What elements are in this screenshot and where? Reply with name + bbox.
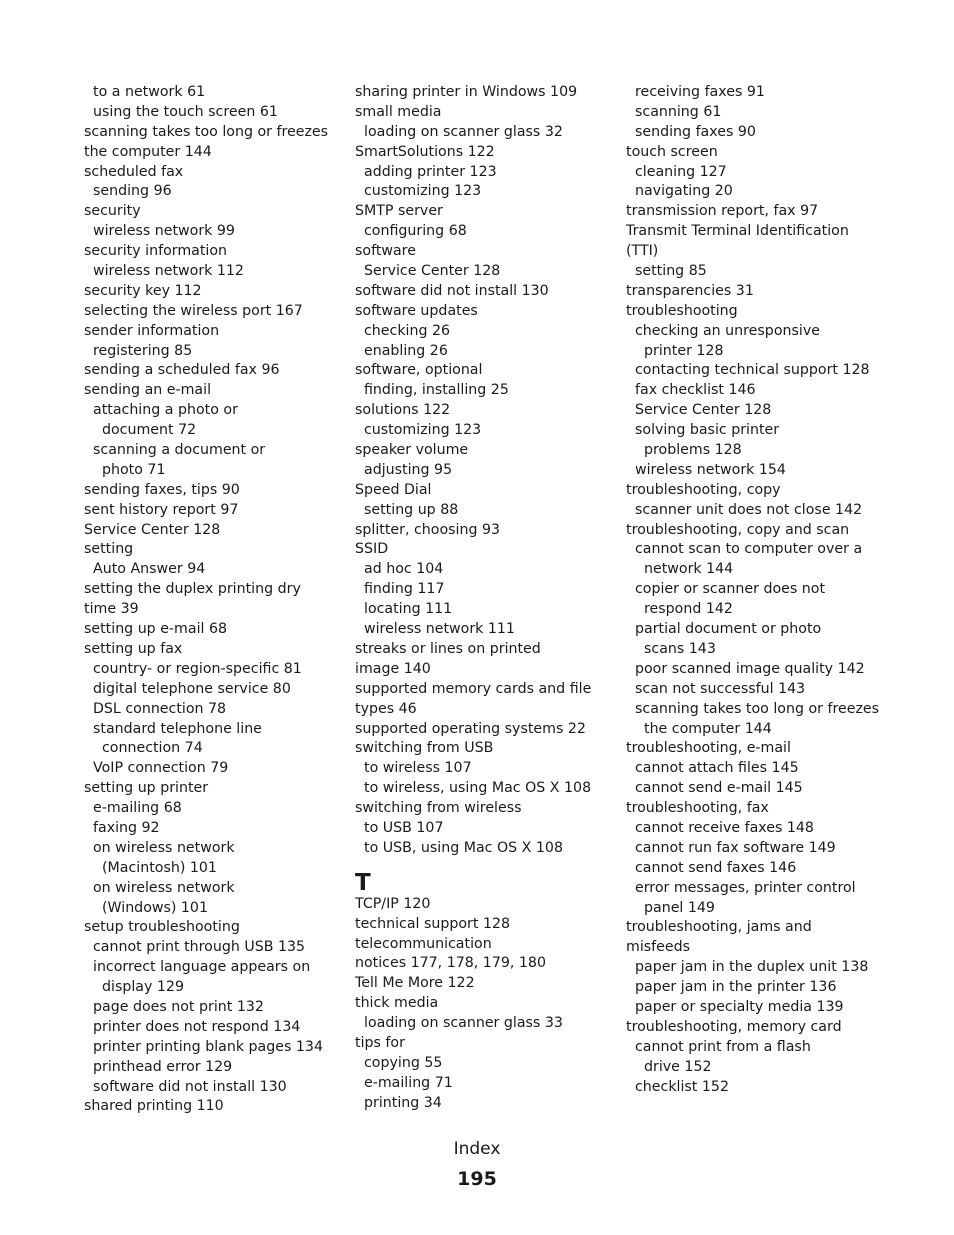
index-subentry: cannot scan to computer over a — [635, 541, 863, 558]
index-subentry: sending 96 — [93, 183, 172, 200]
index-subentry: checklist 152 — [635, 1078, 729, 1095]
index-subentry: printer does not respond 134 — [93, 1018, 301, 1035]
index-subentry: printing 34 — [364, 1094, 442, 1111]
index-subentry: to USB, using Mac OS X 108 — [364, 839, 563, 856]
index-entry: thick media — [355, 995, 439, 1012]
index-subentry: DSL connection 78 — [93, 700, 227, 717]
index-subentry: registering 85 — [93, 342, 193, 359]
index-subentry: cannot send faxes 146 — [635, 859, 797, 876]
index-entry: TCP/IP 120 — [355, 895, 431, 912]
index-subentry: checking 26 — [364, 322, 451, 339]
index-entry: SSID — [355, 541, 389, 558]
index-entry: setting the duplex printing dry — [84, 581, 301, 598]
index-entry: types 46 — [355, 700, 417, 717]
index-entry: sending faxes, tips 90 — [84, 481, 240, 498]
index-entry: the computer 144 — [84, 143, 212, 160]
index-entry: troubleshooting, fax — [626, 800, 769, 817]
index-subentry: network 144 — [644, 561, 734, 578]
index-entry: troubleshooting, copy — [626, 481, 781, 498]
page-number: 195 — [457, 1168, 497, 1190]
index-subentry: printer 128 — [644, 342, 724, 359]
index-entry: setting up fax — [84, 640, 183, 657]
index-entry: software — [355, 243, 416, 260]
index-subentry: configuring 68 — [364, 223, 467, 240]
index-entry: scanning takes too long or freezes — [84, 123, 329, 140]
index-subentry: country- or region-specific 81 — [93, 660, 302, 677]
index-subentry: Service Center 128 — [635, 402, 772, 419]
index-subentry: setting up 88 — [364, 501, 459, 518]
index-entry: streaks or lines on printed — [355, 640, 541, 657]
index-subentry: cannot run fax software 149 — [635, 839, 836, 856]
index-subentry: document 72 — [102, 422, 197, 439]
index-entry: Service Center 128 — [84, 521, 221, 538]
index-subentry: ad hoc 104 — [364, 561, 444, 578]
index-subentry: paper jam in the duplex unit 138 — [635, 959, 869, 976]
index-subentry: scan not successful 143 — [635, 680, 806, 697]
index-entry: (TTI) — [626, 243, 659, 260]
index-entry: supported memory cards and file — [355, 680, 592, 697]
index-subentry: paper or specialty media 139 — [635, 998, 844, 1015]
index-subentry: to wireless, using Mac OS X 108 — [364, 780, 592, 797]
index-subentry: receiving faxes 91 — [635, 84, 765, 100]
index-subentry: cannot send e-mail 145 — [635, 780, 803, 797]
index-entry: small media — [355, 103, 442, 120]
index-subentry: using the touch screen 61 — [93, 103, 278, 120]
index-subentry: setting 85 — [635, 263, 707, 280]
index-entry: image 140 — [355, 660, 431, 677]
index-entry: switching from USB — [355, 740, 494, 757]
index-subentry: solving basic printer — [635, 422, 780, 439]
index-entry: transparencies 31 — [626, 282, 754, 299]
index-entry: troubleshooting, jams and — [626, 919, 812, 936]
index-subentry: respond 142 — [644, 601, 733, 618]
index-entry: telecommunication — [355, 935, 492, 952]
index-subentry: e-mailing 68 — [93, 800, 182, 817]
index-subentry: on wireless network — [93, 839, 235, 856]
index-subentry: finding 117 — [364, 581, 445, 598]
index-entry: technical support 128 — [355, 915, 511, 932]
index-entry: shared printing 110 — [84, 1098, 224, 1115]
index-entry: speaker volume — [355, 442, 469, 459]
index-subentry: to wireless 107 — [364, 760, 472, 777]
index-subentry: cannot print from a flash — [635, 1038, 811, 1055]
index-subentry: scans 143 — [644, 640, 716, 657]
index-entry: troubleshooting, copy and scan — [626, 521, 850, 538]
index-entry: security key 112 — [84, 282, 202, 299]
index-entry: troubleshooting — [626, 302, 738, 319]
index-subentry: checking an unresponsive — [635, 322, 820, 339]
index-subentry: Service Center 128 — [364, 263, 501, 280]
index-subentry: sending faxes 90 — [635, 123, 756, 140]
index-entry: supported operating systems 22 — [355, 720, 586, 737]
index-subentry: enabling 26 — [364, 342, 448, 359]
index-column-1 — [84, 83, 328, 1117]
index-column-2 — [355, 83, 591, 1114]
index-subentry: adjusting 95 — [364, 461, 453, 478]
index-subentry: photo 71 — [102, 461, 166, 478]
index-subentry: display 129 — [102, 979, 184, 996]
index-subentry: customizing 123 — [364, 183, 482, 200]
index-entry: switching from wireless — [355, 800, 522, 817]
index-subentry: navigating 20 — [635, 183, 733, 200]
index-subentry: scanning takes too long or freezes — [635, 700, 880, 717]
index-entry: Transmit Terminal Identification — [626, 223, 849, 240]
footer-section-label: Index — [453, 1139, 501, 1159]
index-subentry: printhead error 129 — [93, 1058, 233, 1075]
index-entry: notices 177, 178, 179, 180 — [355, 955, 546, 972]
index-subentry: to USB 107 — [364, 819, 444, 836]
index-subentry: error messages, printer control — [635, 879, 856, 896]
index-subentry: wireless network 99 — [93, 223, 235, 240]
index-entry: transmission report, fax 97 — [626, 203, 819, 220]
index-subentry: software did not install 130 — [93, 1078, 287, 1095]
index-subentry: cannot print through USB 135 — [93, 939, 306, 956]
index-subentry: cannot receive faxes 148 — [635, 819, 814, 836]
index-entry: setting — [84, 541, 134, 558]
index-subentry: copier or scanner does not — [635, 581, 826, 598]
index-subentry: loading on scanner glass 33 — [364, 1015, 563, 1032]
index-entry: touch screen — [626, 143, 718, 160]
index-entry: security information — [84, 243, 228, 260]
index-entry: sending a scheduled fax 96 — [84, 362, 280, 379]
index-entry: SMTP server — [355, 203, 443, 220]
index-subentry: drive 152 — [644, 1058, 712, 1075]
index-subentry: e-mailing 71 — [364, 1074, 453, 1091]
index-subentry: to a network 61 — [93, 84, 206, 100]
index-subentry: panel 149 — [644, 899, 715, 916]
index-subentry: contacting technical support 128 — [635, 362, 870, 379]
index-subentry: incorrect language appears on — [93, 959, 311, 976]
index-subentry: loading on scanner glass 32 — [364, 123, 563, 140]
index-subentry: (Windows) 101 — [102, 899, 208, 916]
index-entry: selecting the wireless port 167 — [84, 302, 303, 319]
index-letter-heading: T — [355, 869, 371, 896]
index-entry: software updates — [355, 302, 478, 319]
index-subentry: customizing 123 — [364, 422, 482, 439]
index-subentry: cleaning 127 — [635, 163, 727, 180]
index-subentry: scanner unit does not close 142 — [635, 501, 863, 518]
index-subentry: poor scanned image quality 142 — [635, 660, 865, 677]
index-subentry: fax checklist 146 — [635, 382, 756, 399]
index-entry: Speed Dial — [355, 481, 432, 498]
index-subentry: Auto Answer 94 — [93, 561, 206, 578]
index-subentry: on wireless network — [93, 879, 235, 896]
index-entry: sharing printer in Windows 109 — [355, 84, 578, 100]
index-subentry: scanning 61 — [635, 103, 722, 120]
index-subentry: partial document or photo — [635, 621, 822, 638]
index-subentry: VoIP connection 79 — [93, 760, 229, 777]
index-entry: solutions 122 — [355, 402, 451, 419]
index-subentry: faxing 92 — [93, 819, 160, 836]
index-subentry: problems 128 — [644, 442, 742, 459]
index-entry: scheduled fax — [84, 163, 184, 180]
index-entry: software, optional — [355, 362, 483, 379]
index-entry: splitter, choosing 93 — [355, 521, 501, 538]
index-entry: Tell Me More 122 — [355, 975, 475, 992]
index-entry: software did not install 130 — [355, 282, 549, 299]
index-subentry: attaching a photo or — [93, 402, 238, 419]
index-subentry: (Macintosh) 101 — [102, 859, 217, 876]
index-entry: SmartSolutions 122 — [355, 143, 495, 160]
index-subentry: wireless network 112 — [93, 263, 244, 280]
index-entry: sender information — [84, 322, 220, 339]
index-entry: time 39 — [84, 601, 139, 618]
index-subentry: digital telephone service 80 — [93, 680, 291, 697]
index-subentry: locating 111 — [364, 601, 453, 618]
index-subentry: adding printer 123 — [364, 163, 497, 180]
index-subentry: cannot attach files 145 — [635, 760, 799, 777]
index-entry: troubleshooting, e-mail — [626, 740, 791, 757]
index-entry: setting up printer — [84, 780, 209, 797]
index-subentry: wireless network 111 — [364, 621, 515, 638]
index-subentry: copying 55 — [364, 1054, 443, 1071]
index-subentry: page does not print 132 — [93, 998, 264, 1015]
index-entry: sending an e-mail — [84, 382, 212, 399]
index-subentry: finding, installing 25 — [364, 382, 509, 399]
index-subentry: standard telephone line — [93, 720, 262, 737]
index-subentry: paper jam in the printer 136 — [635, 979, 837, 996]
index-entry: misfeeds — [626, 939, 691, 956]
index-entry: troubleshooting, memory card — [626, 1018, 842, 1035]
index-column-3 — [626, 83, 879, 1097]
index-entry: setting up e-mail 68 — [84, 621, 228, 638]
index-subentry: wireless network 154 — [635, 461, 786, 478]
index-entry: security — [84, 203, 141, 220]
index-entry: setup troubleshooting — [84, 919, 240, 936]
index-subentry: connection 74 — [102, 740, 203, 757]
index-entry: sent history report 97 — [84, 501, 239, 518]
index-subentry: printer printing blank pages 134 — [93, 1038, 323, 1055]
index-subentry: the computer 144 — [644, 720, 772, 737]
index-subentry: scanning a document or — [93, 442, 266, 459]
index-entry: tips for — [355, 1034, 405, 1051]
